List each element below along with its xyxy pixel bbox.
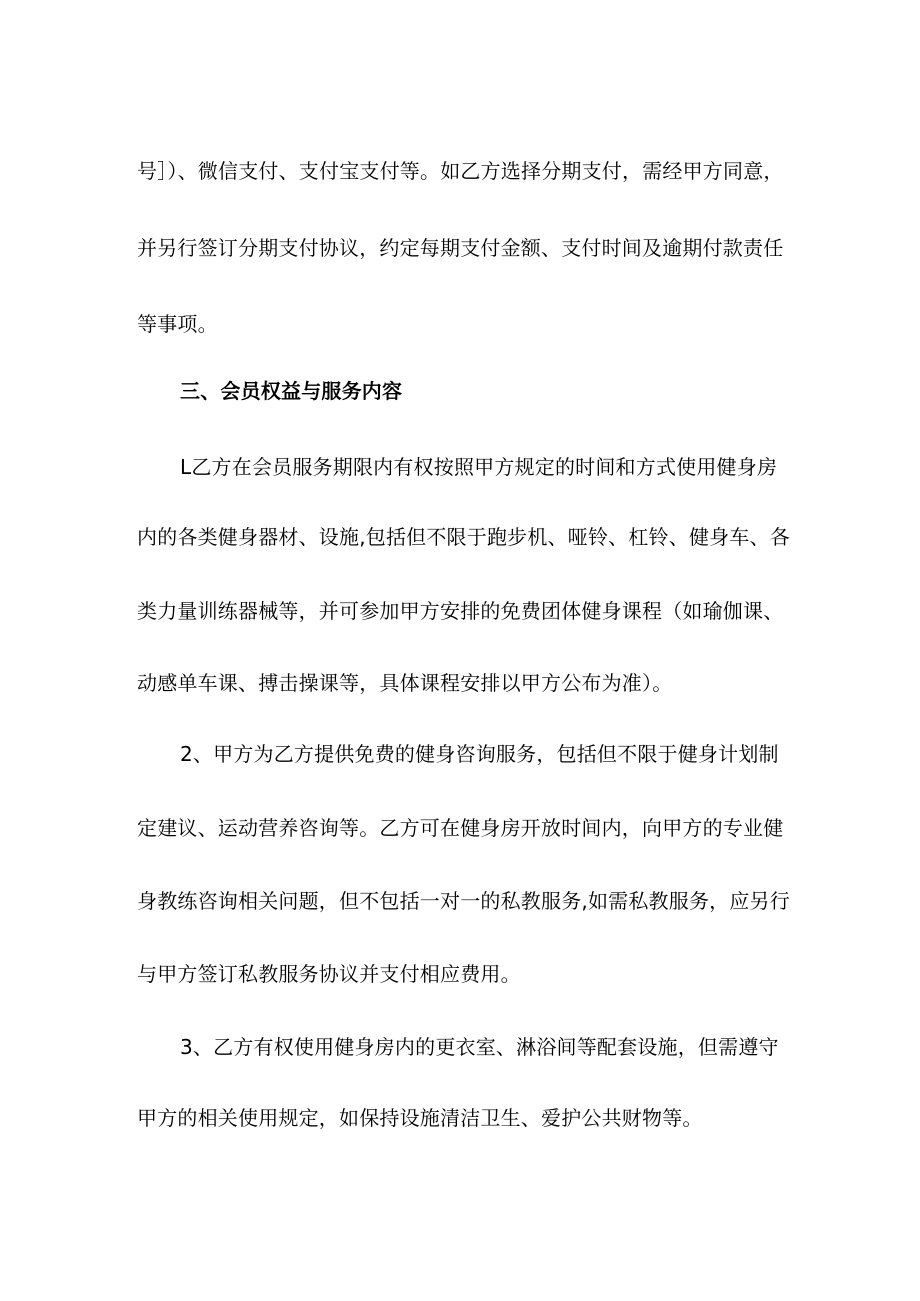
paragraph-line: 身教练咨询相关问题，但不包括一对一的私教服务,如需私教服务，应另行 (137, 889, 790, 913)
paragraph-line: 类力量训练器械等，并可参加甲方安排的免费团体健身课程（如瑜伽课、 (137, 599, 784, 623)
paragraph-line: 3、乙方有权使用健身房内的更衣室、淋浴间等配套设施，但需遵守 (180, 1035, 779, 1059)
paragraph-line: 动感单车课、搏击操课等，具体课程安排以甲方公布为准）。 (137, 671, 673, 695)
paragraph-line: 并另行签订分期支付协议，约定每期支付金额、支付时间及逾期付款责任 (137, 236, 784, 260)
section-heading: 三、会员权益与服务内容 (180, 379, 403, 403)
paragraph-line: 内的各类健身器材、设施,包括但不限于跑步机、哑铃、杠铃、健身车、各 (137, 525, 790, 549)
paragraph-line: 定建议、运动营养咨询等。乙方可在健身房开放时间内，向甲方的专业健 (137, 816, 784, 840)
paragraph-line: 与甲方签订私教服务协议并支付相应费用。 (137, 962, 521, 986)
paragraph-line: L乙方在会员服务期限内有权按照甲方规定的时间和方式使用健身房 (180, 455, 778, 479)
paragraph-line: 甲方的相关使用规定，如保持设施清洁卫生、爱护公共财物等。 (137, 1106, 703, 1130)
paragraph-line: 2、甲方为乙方提供免费的健身咨询服务，包括但不限于健身计划制 (180, 742, 779, 766)
paragraph-line: 等事项。 (137, 312, 218, 336)
paragraph-line: 号］）、微信支付、支付宝支付等。如乙方选择分期支付，需经甲方同意， (137, 159, 784, 183)
